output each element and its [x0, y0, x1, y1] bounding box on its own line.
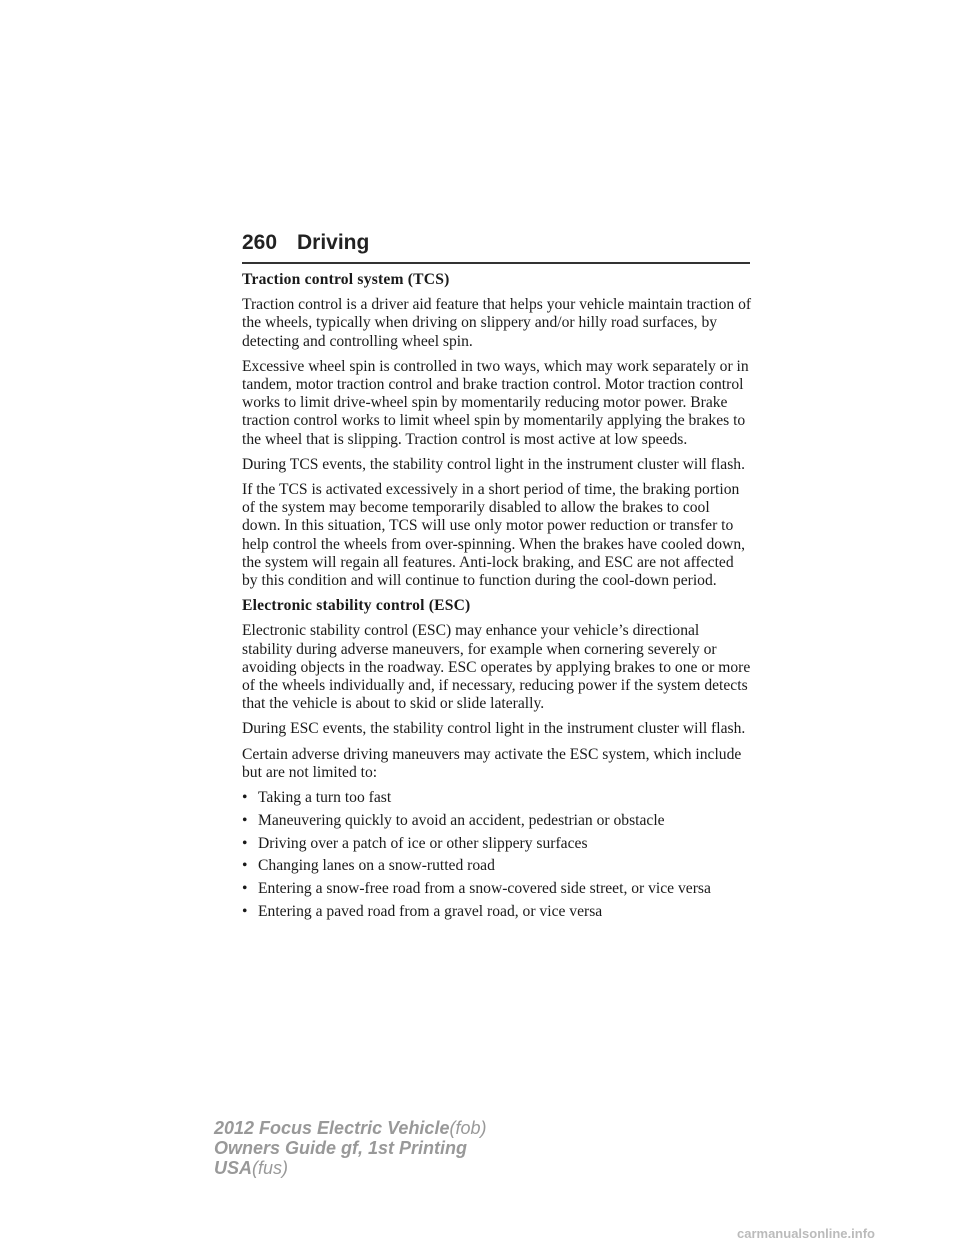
- tcs-heading: Traction control system (TCS): [242, 271, 450, 288]
- tcs-paragraph-2: Excessive wheel spin is controlled in two ways, which may work separately or in tandem, motor traction control and brake traction control. Motor traction control works to limit drive-wheel spin by momentarily reducing motor power. Brake traction control works to limit wheel spin by momentarily applying the brakes to the wheel that is slipping. Traction control is most active at low speeds.: [242, 357, 749, 448]
- esc-paragraph-3: Certain adverse driving maneuvers may activate the ESC system, which include but are not limited to:: [242, 745, 742, 781]
- list-item-text: Taking a turn too fast: [258, 789, 392, 807]
- esc-paragraph-1: Electronic stability control (ESC) may enhance your vehicle’s directional stability during adverse maneuvers, for example when cornering severely or avoiding objects in the roadway. ESC operates by applying brakes to one or more of the wheels individually and, if necessary, reducing power if the system detects that the vehicle is about to skid or slide laterally.: [242, 622, 751, 713]
- list-item: [242, 789, 752, 807]
- list-item: [242, 812, 752, 830]
- footer-market-code: (fus): [252, 1158, 289, 1178]
- page-content: [242, 271, 752, 926]
- list-item-text: Maneuvering quickly to avoid an accident, pedestrian or obstacle: [258, 811, 665, 829]
- list-item-text: Entering a paved road from a gravel road, or vice versa: [258, 903, 603, 921]
- bullet-icon: •: [242, 834, 248, 852]
- footer-line-3: [214, 1158, 486, 1178]
- footer-vehicle: 2012 Focus Electric Vehicle: [214, 1118, 450, 1138]
- list-item-text: Entering a snow-free road from a snow-covered side street, or vice versa: [258, 880, 711, 898]
- esc-paragraph-2: During ESC events, the stability control light in the instrument cluster will flash.: [242, 720, 746, 738]
- page-number: 260: [242, 231, 278, 254]
- footer-line-1: [214, 1118, 486, 1138]
- bullet-icon: •: [242, 857, 248, 875]
- watermark: carmanualsonline.info: [737, 1226, 875, 1241]
- footer-line-2: [214, 1138, 486, 1158]
- footer-market: USA: [214, 1158, 253, 1178]
- bullet-icon: •: [242, 811, 248, 829]
- page-header: [242, 230, 750, 264]
- bullet-icon: •: [242, 789, 248, 807]
- maneuver-list: [242, 789, 752, 921]
- list-item-text: Driving over a patch of ice or other slippery surfaces: [258, 834, 588, 852]
- tcs-paragraph-3: During TCS events, the stability control light in the instrument cluster will flash.: [242, 455, 745, 473]
- list-item: [242, 903, 752, 921]
- list-item: [242, 880, 752, 898]
- list-item: [242, 835, 752, 853]
- tcs-paragraph-1: Traction control is a driver aid feature that helps your vehicle maintain traction of the wheels, typically when driving on slippery and/or hilly road surfaces, by detecting and controlling wheel spin.: [242, 296, 752, 350]
- list-item: [242, 857, 752, 875]
- footer-vehicle-code: (fob): [449, 1118, 487, 1138]
- esc-heading: Electronic stability control (ESC): [242, 597, 471, 615]
- list-item-text: Changing lanes on a snow-rutted road: [258, 857, 495, 875]
- bullet-icon: •: [242, 880, 248, 898]
- section-title: Driving: [297, 231, 370, 254]
- document-footer: [214, 1118, 486, 1178]
- tcs-paragraph-4: If the TCS is activated excessively in a short period of time, the braking portion of the system may become temporarily disabled to allow the brakes to cool down. In this situation, TCS will use only motor power reduction or transfer to help control the wheels from over-spinning. When the brakes have cooled down, the system will regain all features. Anti-lock braking, and ESC are not affected by this condition and will continue to function during the cool-down period.: [242, 481, 746, 590]
- footer-guide: Owners Guide gf, 1st Printing: [214, 1138, 468, 1158]
- bullet-icon: •: [242, 903, 248, 921]
